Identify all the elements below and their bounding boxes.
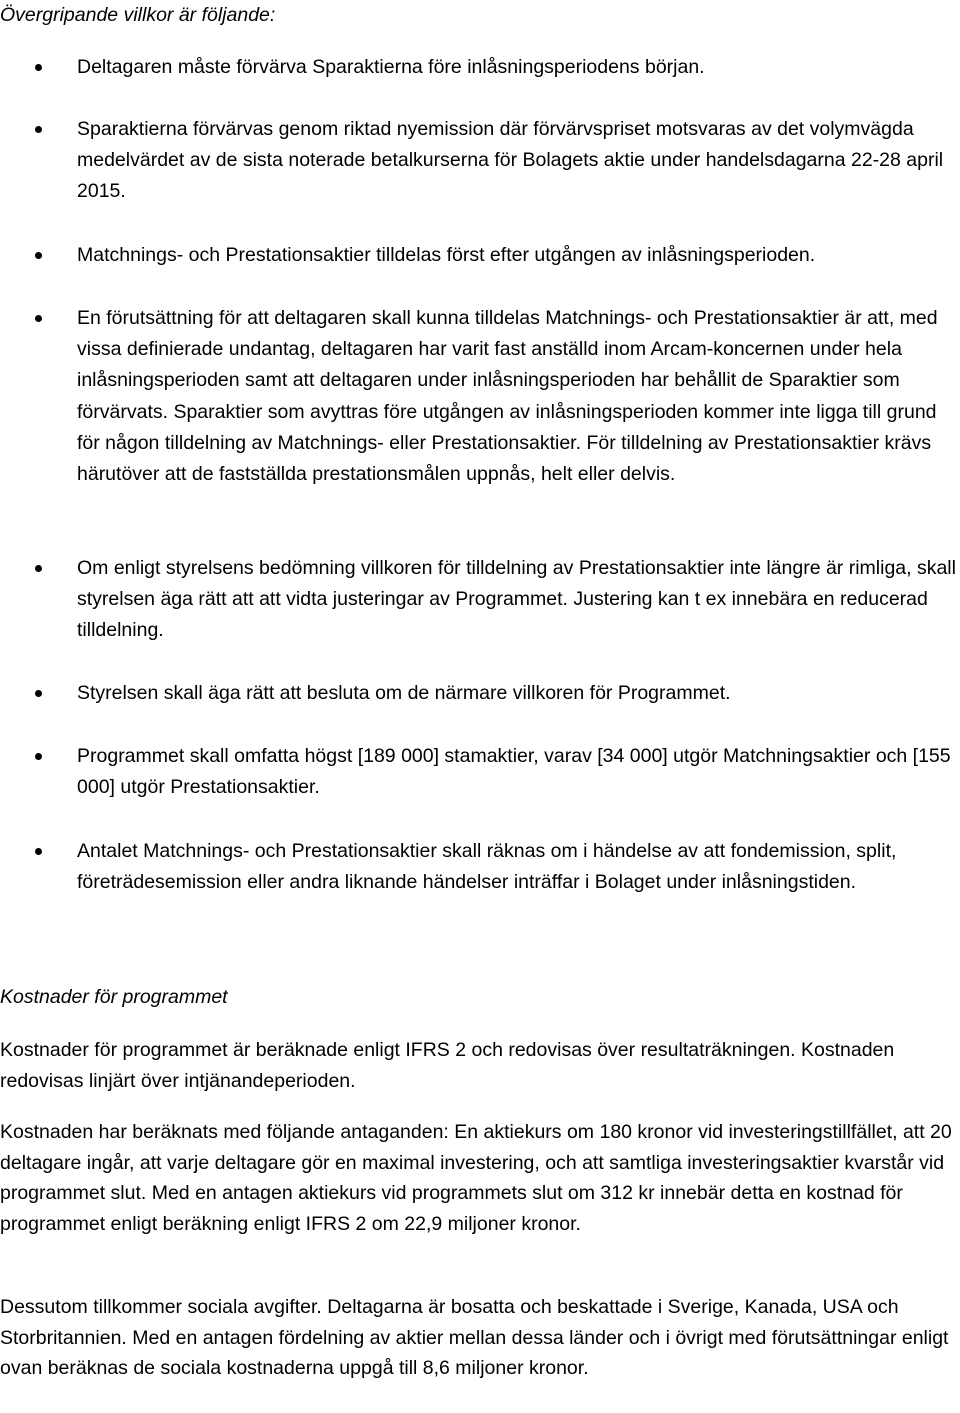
bullet-icon	[35, 753, 42, 760]
list-item	[77, 240, 960, 271]
list-item	[77, 52, 960, 83]
list-item	[77, 678, 960, 709]
list-item	[77, 741, 960, 803]
list-item	[77, 553, 960, 647]
list-item-text: Styrelsen skall äga rätt att besluta om de närmare villkoren för Programmet.	[77, 682, 731, 704]
list-item-text: Programmet skall omfatta högst [189 000] stamaktier, varav [34 000] utgör Matchningsaktier och [155 000] utgör Prestationsaktier.	[77, 745, 951, 799]
list-item	[77, 303, 960, 490]
bullet-icon	[35, 690, 42, 697]
bullet-icon	[35, 252, 42, 259]
list-item	[77, 114, 960, 208]
bullet-icon	[35, 848, 42, 855]
list-item-text: Sparaktierna förvärvas genom riktad nyemission där förvärvspriset motsvaras av det volymvägda medelvärdet av de sista noterade betalkurserna för Bolagets aktie under handelsdagarna 22-28 april 2015.	[77, 118, 944, 203]
paragraph: Kostnaden har beräknats med följande antaganden: En aktiekurs om 180 kronor vid investeringstillfället, att 20 deltagare ingår, att varje deltagare gör en maximal investering, och att samtliga investeringsaktier kvarstår vid programmet slut. Med en antagen aktiekurs vid programmets slut om 312 kr innebär detta en kostnad för programmet enligt beräkning enligt IFRS 2 om 22,9 miljoner kronor.	[0, 1121, 952, 1235]
bullet-icon	[35, 565, 42, 572]
section-heading-program-costs: Kostnader för programmet	[0, 986, 228, 1008]
bullet-icon	[35, 126, 42, 133]
list-item-text: Matchnings- och Prestationsaktier tilldelas först efter utgången av inlåsningsperioden.	[77, 244, 816, 266]
list-item-text: Deltagaren måste förvärva Sparaktierna före inlåsningsperiodens början.	[77, 56, 705, 78]
paragraph: Kostnader för programmet är beräknade enligt IFRS 2 och redovisas över resultaträkningen. Kostnaden redovisas linjärt över intjänandeperioden.	[0, 1039, 895, 1092]
list-item-text: En förutsättning för att deltagaren skall kunna tilldelas Matchnings- och Prestationsaktier är att, med vissa definierade undantag, deltagaren har varit fast anställd inom Arcam-koncernen under hela inlåsningsperioden samt att deltagaren under inlåsningsperioden har behållit de Sparaktier som förvärvats. Sparaktier som avyttras före utgången av inlåsningsperioden kommer inte ligga till grund för någon tilldelning av Matchnings- eller Prestationsaktier. För tilldelning av Prestationsaktier krävs härutöver att de fastställda prestationsmålen uppnås, helt eller delvis.	[77, 307, 938, 486]
paragraph: Dessutom tillkommer sociala avgifter. Deltagarna är bosatta och beskattade i Sverige, Kanada, USA och Storbritannien. Med en antagen fördelning av aktier mellan dessa länder och i övrigt med förutsättningar enligt ovan beräknas de sociala kostnaderna uppgå till 8,6 miljoner kronor.	[0, 1296, 949, 1380]
bullet-icon	[35, 64, 42, 71]
list-item-text: Antalet Matchnings- och Prestationsaktier skall räknas om i händelse av att fondemission, split, företrädesemission eller andra liknande händelser inträffar i Bolaget under inlåsningstiden.	[77, 840, 897, 894]
bullet-icon	[35, 315, 42, 322]
list-item	[77, 836, 960, 898]
section-heading-general-conditions: Övergripande villkor är följande:	[0, 4, 276, 26]
list-item-text: Om enligt styrelsens bedömning villkoren för tilldelning av Prestationsaktier inte längre är rimliga, skall styrelsen äga rätt att att vidta justeringar av Programmet. Justering kan t ex innebära en reducerad tilldelning.	[77, 557, 956, 642]
